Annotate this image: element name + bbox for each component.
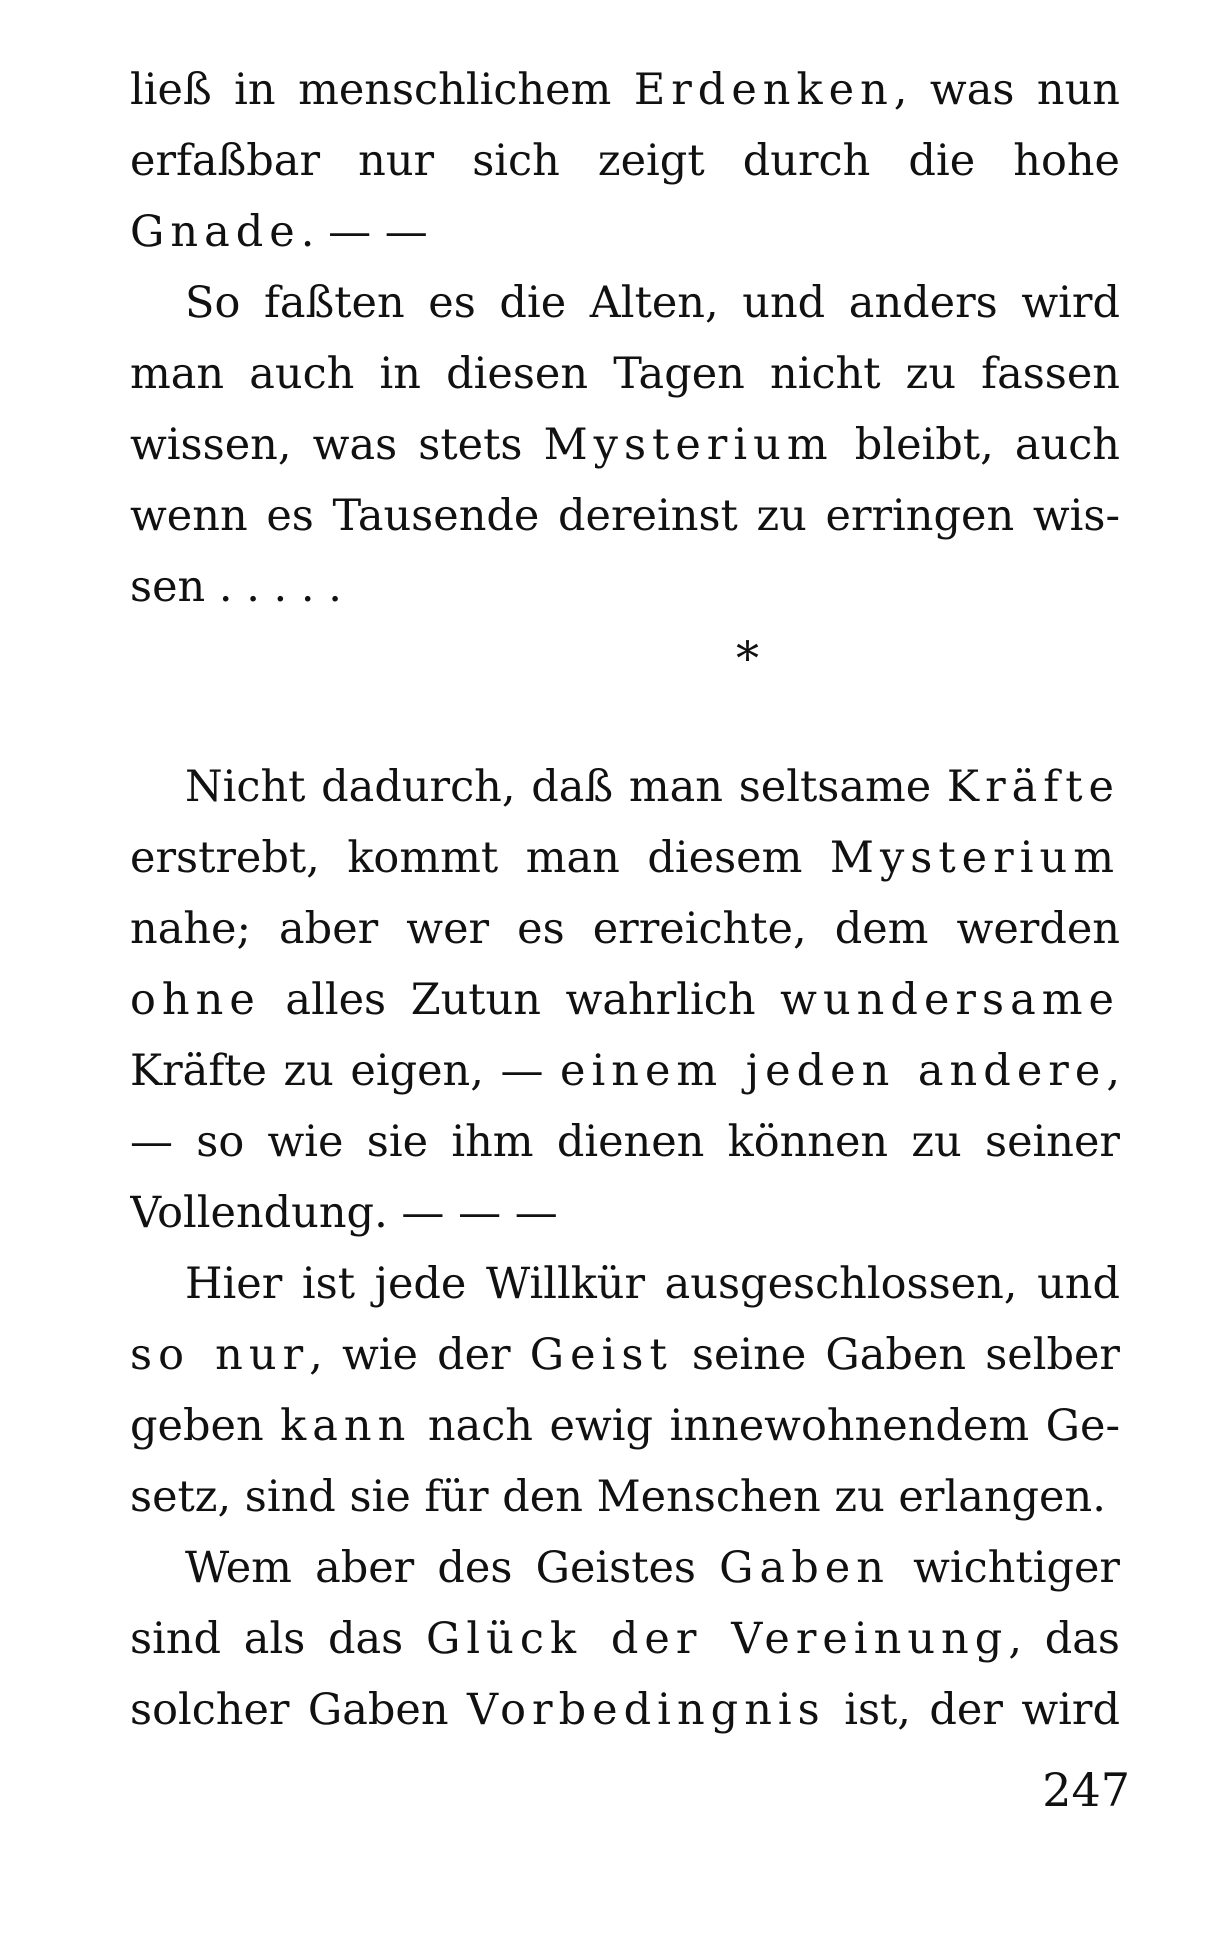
text-line-19: setz, sind sie für den Menschen zu erlangen. xyxy=(130,1472,1106,1522)
text-line-20: Wem aber des Geistes Gaben wichtiger xyxy=(185,1543,1120,1593)
text-line-15: Vollendung. — — — xyxy=(130,1188,558,1238)
text-line-16: Hier ist jede Willkür ausgeschlossen, und xyxy=(185,1259,1120,1309)
book-page xyxy=(130,55,1120,1746)
text-line-5: man auch in diesen Tagen nicht zu fassen xyxy=(130,349,1120,399)
text-line-21: sind als das Glück der Vereinung, das xyxy=(130,1614,1120,1664)
text-line-7: wenn es Tausende dereinst zu erringen wis- xyxy=(130,491,1120,541)
text-line-2: erfaßbar nur sich zeigt durch die hohe xyxy=(130,136,1120,186)
text-line-11: nahe; aber wer es erreichte, dem werden xyxy=(130,904,1120,954)
text-line-12: ohne alles Zutun wahrlich wundersame xyxy=(130,975,1120,1025)
text-line-17: so nur, wie der Geist seine Gaben selber xyxy=(130,1330,1120,1380)
text-line-14: — so wie sie ihm dienen können zu seiner xyxy=(130,1117,1120,1167)
text-line-8: sen . . . . . xyxy=(130,562,342,612)
text-line-6: wissen, was stets Mysterium bleibt, auch xyxy=(130,420,1120,470)
text-line-9: Nicht dadurch, daß man seltsame Kräfte xyxy=(185,762,1120,812)
text-line-4: So faßten es die Alten, und anders wird xyxy=(185,278,1120,328)
section-separator: * xyxy=(736,631,759,685)
text-line-3: Gnade. — — xyxy=(130,207,428,257)
text-line-18: geben kann nach ewig innewohnendem Ge- xyxy=(130,1401,1120,1451)
text-line-13: Kräfte zu eigen, — einem jeden andere, xyxy=(130,1046,1120,1096)
text-line-1: ließ in menschlichem Erdenken, was nun xyxy=(130,65,1120,115)
text-line-10: erstrebt, kommt man diesem Mysterium xyxy=(130,833,1120,883)
text-line-22: solcher Gaben Vorbedingnis ist, der wird xyxy=(130,1685,1120,1735)
page-number: 247 xyxy=(1042,1763,1130,1817)
section-gap xyxy=(130,694,1120,752)
